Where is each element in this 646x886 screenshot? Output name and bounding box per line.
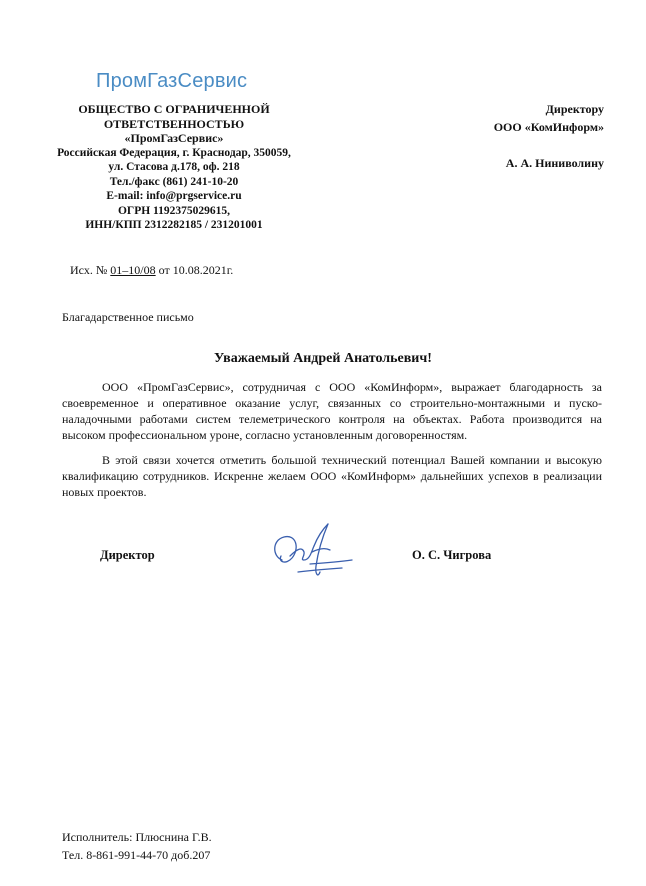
org-type-line-2: ОТВЕТСТВЕННОСТЬЮ — [103, 116, 245, 131]
outgoing-date: от 10.08.2021г. — [155, 263, 234, 277]
executor-block — [62, 828, 212, 864]
body-paragraph-2: В этой связи хочется отметить большой технический потенциал Вашей компании и высокую квалификацию сотрудников. Искренне желаем ООО «КомИнформ» дальнейших успехов в реализации новых проектов. — [62, 453, 602, 499]
outgoing-prefix: Исх. № — [70, 263, 111, 277]
org-name: «ПромГазСервис» — [124, 131, 224, 145]
signatory-title: Директор — [100, 548, 155, 562]
handwritten-signature — [268, 516, 358, 586]
body-paragraph-1-wrap — [62, 379, 602, 443]
letter-subject: Благадарственное письмо — [62, 310, 194, 324]
org-address-street: ул. Стасова д.178, оф. 218 — [108, 161, 240, 173]
org-inn-kpp: ИНН/КПП 2312282185 / 231201001 — [85, 219, 263, 231]
executor-phone: Тел. 8-861-991-44-70 доб.207 — [62, 848, 211, 862]
addressee-block — [384, 100, 604, 172]
body-paragraph-2-wrap — [62, 452, 602, 500]
addressee-name: А. А. Ниниволину — [505, 156, 604, 170]
letter-greeting: Уважаемый Андрей Анатольевич! — [214, 351, 432, 366]
org-ogrn: ОГРН 1192375029615, — [117, 204, 231, 217]
org-email: E-mail: info@prgservice.ru — [106, 190, 242, 202]
executor-name: Исполнитель: Плюснина Г.В. — [62, 830, 212, 844]
outgoing-number: 01–10/08 — [110, 263, 156, 277]
org-type-line-1: ОБЩЕСТВО С ОГРАНИЧЕННОЙ — [78, 102, 270, 116]
addressee-company: ООО «КомИнформ» — [493, 120, 604, 134]
organization-details — [46, 102, 302, 233]
body-paragraph-1: ООО «ПромГазСервис», сотрудничая с ООО «КомИнформ», выражает благодарность за своевременное и оперативное оказание услуг, связанных со строительно-монтажными и пуско-наладочными работами систем телеметрического контроля на объектах. Работа производится на высоком профессиональном уроне, согласно установленным договоренностям. — [62, 380, 602, 442]
org-phone: Тел./факс (861) 241-10-20 — [109, 175, 239, 188]
signatory-name: О. С. Чигрова — [412, 548, 492, 562]
org-address-city: Российская Федерация, г. Краснодар, 350059, — [57, 146, 291, 159]
outgoing-reference — [70, 263, 233, 278]
company-logo-text: ПромГазСервис — [96, 70, 248, 92]
addressee-position: Директору — [545, 102, 604, 116]
